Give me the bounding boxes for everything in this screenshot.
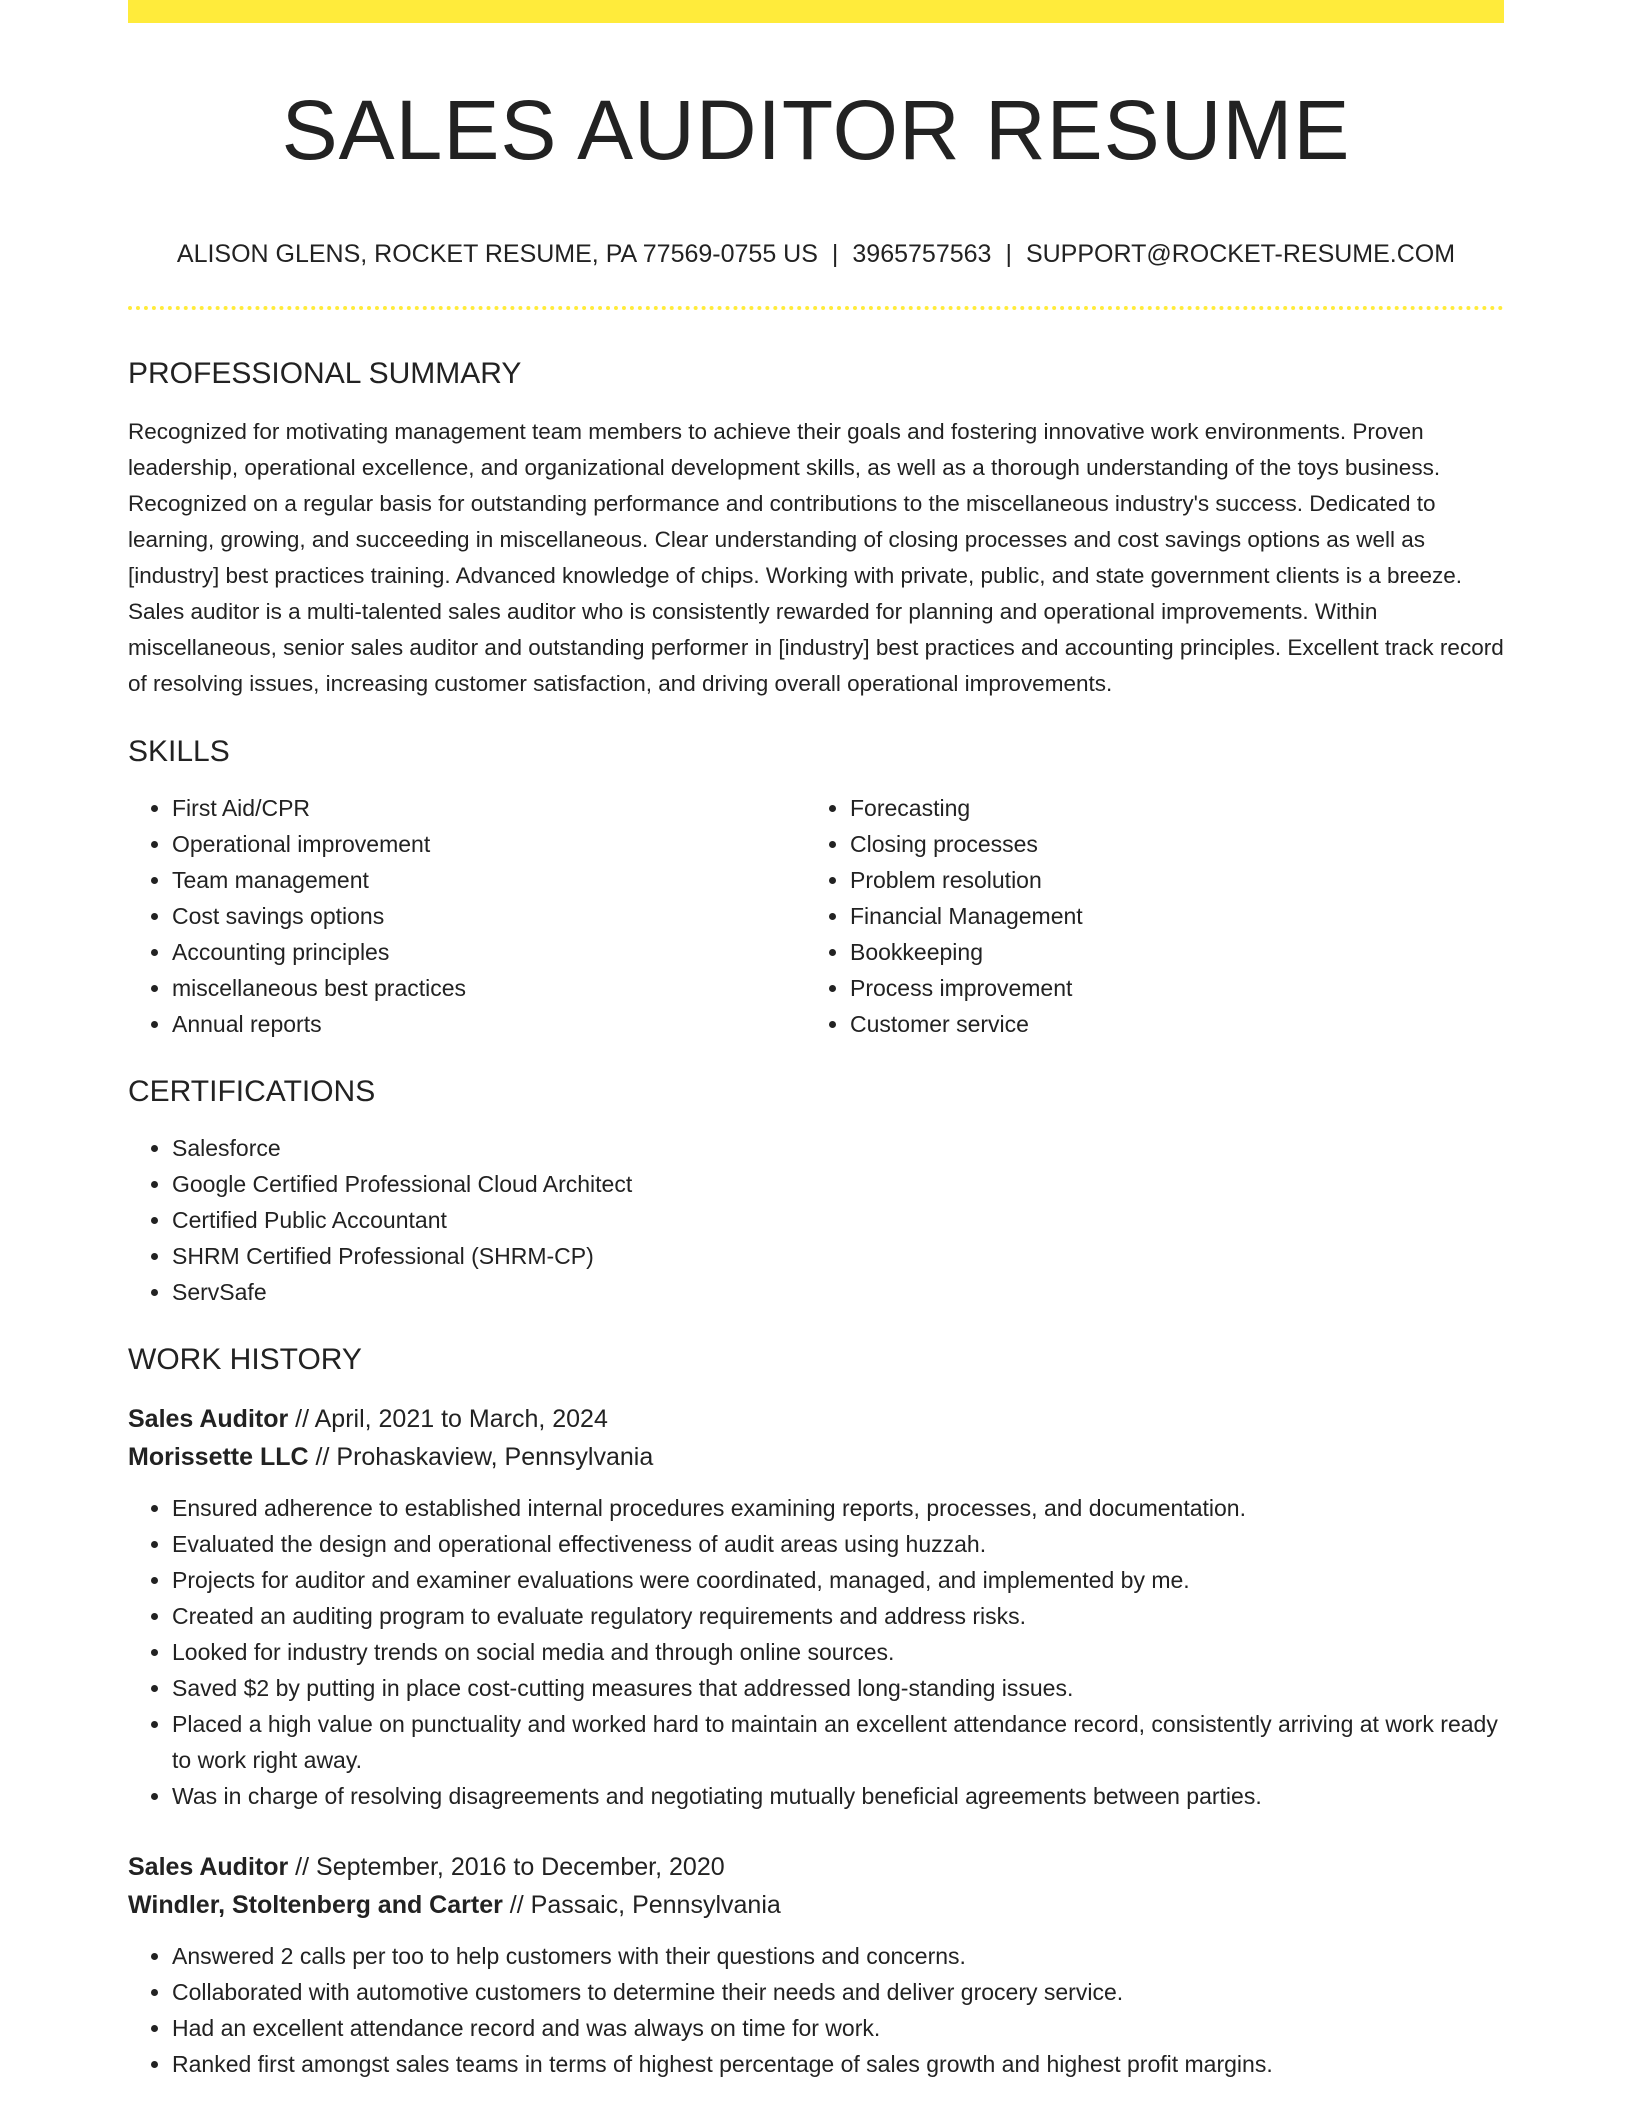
- job-separator: //: [502, 1891, 531, 1919]
- job-location: Prohaskaview, Pennsylvania: [336, 1443, 654, 1471]
- contact-phone: 3965757563: [852, 240, 992, 268]
- job-bullet: • Projects for auditor and examiner evaluations were coordinated, managed, and implemented by me.: [172, 1562, 1504, 1598]
- job-bullet: • Looked for industry trends on social media and through online sources.: [172, 1634, 1504, 1670]
- contact-separator: |: [831, 240, 839, 268]
- job-bullet: • Answered 2 calls per too to help customers with their questions and concerns.: [172, 1938, 1504, 1974]
- skill-item: • Financial Management: [850, 898, 1484, 934]
- job-bullet: • Ranked first amongst sales teams in terms of highest percentage of sales growth and highest profit margins.: [172, 2046, 1504, 2082]
- job-title-line: [128, 1848, 1504, 1886]
- job-entry: [128, 1400, 1504, 1814]
- job-bullet: • Placed a high value on punctuality and worked hard to maintain an excellent attendance record, consistently arriving at work ready to work right away.: [172, 1706, 1504, 1778]
- certifications-list: [128, 1130, 1504, 1310]
- skill-item: • Forecasting: [850, 790, 1484, 826]
- section-heading: SKILLS: [128, 735, 230, 768]
- job-title-line: [128, 1400, 1504, 1438]
- contact-line: [128, 236, 1504, 272]
- work-history-section: [128, 1338, 1504, 2082]
- job-dates: September, 2016 to December, 2020: [316, 1853, 725, 1881]
- page-title: SALES AUDITOR RESUME: [281, 83, 1351, 177]
- contact-address: ALISON GLENS, ROCKET RESUME, PA 77569-0755 US: [176, 240, 818, 268]
- skill-item: • Operational improvement: [172, 826, 806, 862]
- job-separator: //: [288, 1853, 317, 1881]
- skill-item: • Team management: [172, 862, 806, 898]
- skills-list-right: [806, 790, 1484, 1042]
- job-separator: //: [288, 1405, 315, 1433]
- section-heading: CERTIFICATIONS: [128, 1075, 376, 1108]
- accent-top-bar: [128, 0, 1504, 23]
- skill-item: • Accounting principles: [172, 934, 806, 970]
- certification-item: • Google Certified Professional Cloud Architect: [172, 1166, 1504, 1202]
- skill-item: • Problem resolution: [850, 862, 1484, 898]
- certification-item: • Certified Public Accountant: [172, 1202, 1504, 1238]
- job-bullet: • Collaborated with automotive customers to determine their needs and deliver grocery service.: [172, 1974, 1504, 2010]
- skill-item: • Customer service: [850, 1006, 1484, 1042]
- skill-item: • Bookkeeping: [850, 934, 1484, 970]
- certification-item: • ServSafe: [172, 1274, 1504, 1310]
- job-bullet: • Ensured adherence to established internal procedures examining reports, processes, and documentation.: [172, 1490, 1504, 1526]
- job-bullet: • Evaluated the design and operational effectiveness of audit areas using huzzah.: [172, 1526, 1504, 1562]
- skills-section: [128, 730, 1504, 1042]
- job-entry: [128, 1848, 1504, 2082]
- contact-separator: |: [1005, 240, 1012, 268]
- dotted-divider: [128, 306, 1504, 310]
- skill-item: • miscellaneous best practices: [172, 970, 806, 1006]
- section-heading: WORK HISTORY: [128, 1343, 362, 1376]
- job-company: Windler, Stoltenberg and Carter: [128, 1891, 503, 1919]
- job-bullet: • Created an auditing program to evaluate regulatory requirements and address risks.: [172, 1598, 1504, 1634]
- job-location: Passaic, Pennsylvania: [530, 1891, 781, 1919]
- job-company: Morissette LLC: [128, 1443, 309, 1471]
- skill-item: • Cost savings options: [172, 898, 806, 934]
- section-heading: PROFESSIONAL SUMMARY: [128, 357, 522, 390]
- professional-summary-section: [128, 352, 1504, 702]
- skills-columns: [128, 774, 1504, 1042]
- job-bullet: • Saved $2 by putting in place cost-cutting measures that addressed long-standing issues.: [172, 1670, 1504, 1706]
- job-separator: //: [308, 1443, 337, 1471]
- skills-list-left: [128, 790, 806, 1042]
- certification-item: • SHRM Certified Professional (SHRM-CP): [172, 1238, 1504, 1274]
- skill-item: • Closing processes: [850, 826, 1484, 862]
- job-title: Sales Auditor: [128, 1853, 289, 1881]
- job-dates: April, 2021 to March, 2024: [314, 1405, 608, 1433]
- contact-email: SUPPORT@ROCKET-RESUME.COM: [1025, 240, 1456, 268]
- job-company-line: [128, 1886, 1504, 1924]
- skill-item: • First Aid/CPR: [172, 790, 806, 826]
- job-bullet: • Had an excellent attendance record and was always on time for work.: [172, 2010, 1504, 2046]
- certification-item: • Salesforce: [172, 1130, 1504, 1166]
- resume-body: [128, 352, 1504, 2082]
- job-company-line: [128, 1438, 1504, 1476]
- skill-item: • Process improvement: [850, 970, 1484, 1006]
- certifications-section: [128, 1070, 1504, 1310]
- job-title: Sales Auditor: [128, 1405, 289, 1433]
- skill-item: • Annual reports: [172, 1006, 806, 1042]
- job-bullet: • Was in charge of resolving disagreements and negotiating mutually beneficial agreements between parties.: [172, 1778, 1504, 1814]
- job-bullets: [128, 1938, 1504, 2082]
- summary-text: Recognized for motivating management team members to achieve their goals and fostering innovative work environments. Proven leadership, operational excellence, and organizational development skills, as well as a thorough understanding of the toys business. Recognized on a regular basis for outstanding performance and contributions to the miscellaneous industry's success. Dedicated to learning, growing, and succeeding in miscellaneous. Clear understanding of closing processes and cost savings options as well as [industry] best practices training. Advanced knowledge of chips. Working with private, public, and state government clients is a breeze. Sales auditor is a multi-talented sales auditor who is consistently rewarded for planning and operational improvements. Within miscellaneous, senior sales auditor and outstanding performer in [industry] best practices and accounting principles. Excellent track record of resolving issues, increasing customer satisfaction, and driving overall operational improvements.: [128, 419, 1504, 696]
- job-bullets: [128, 1490, 1504, 1814]
